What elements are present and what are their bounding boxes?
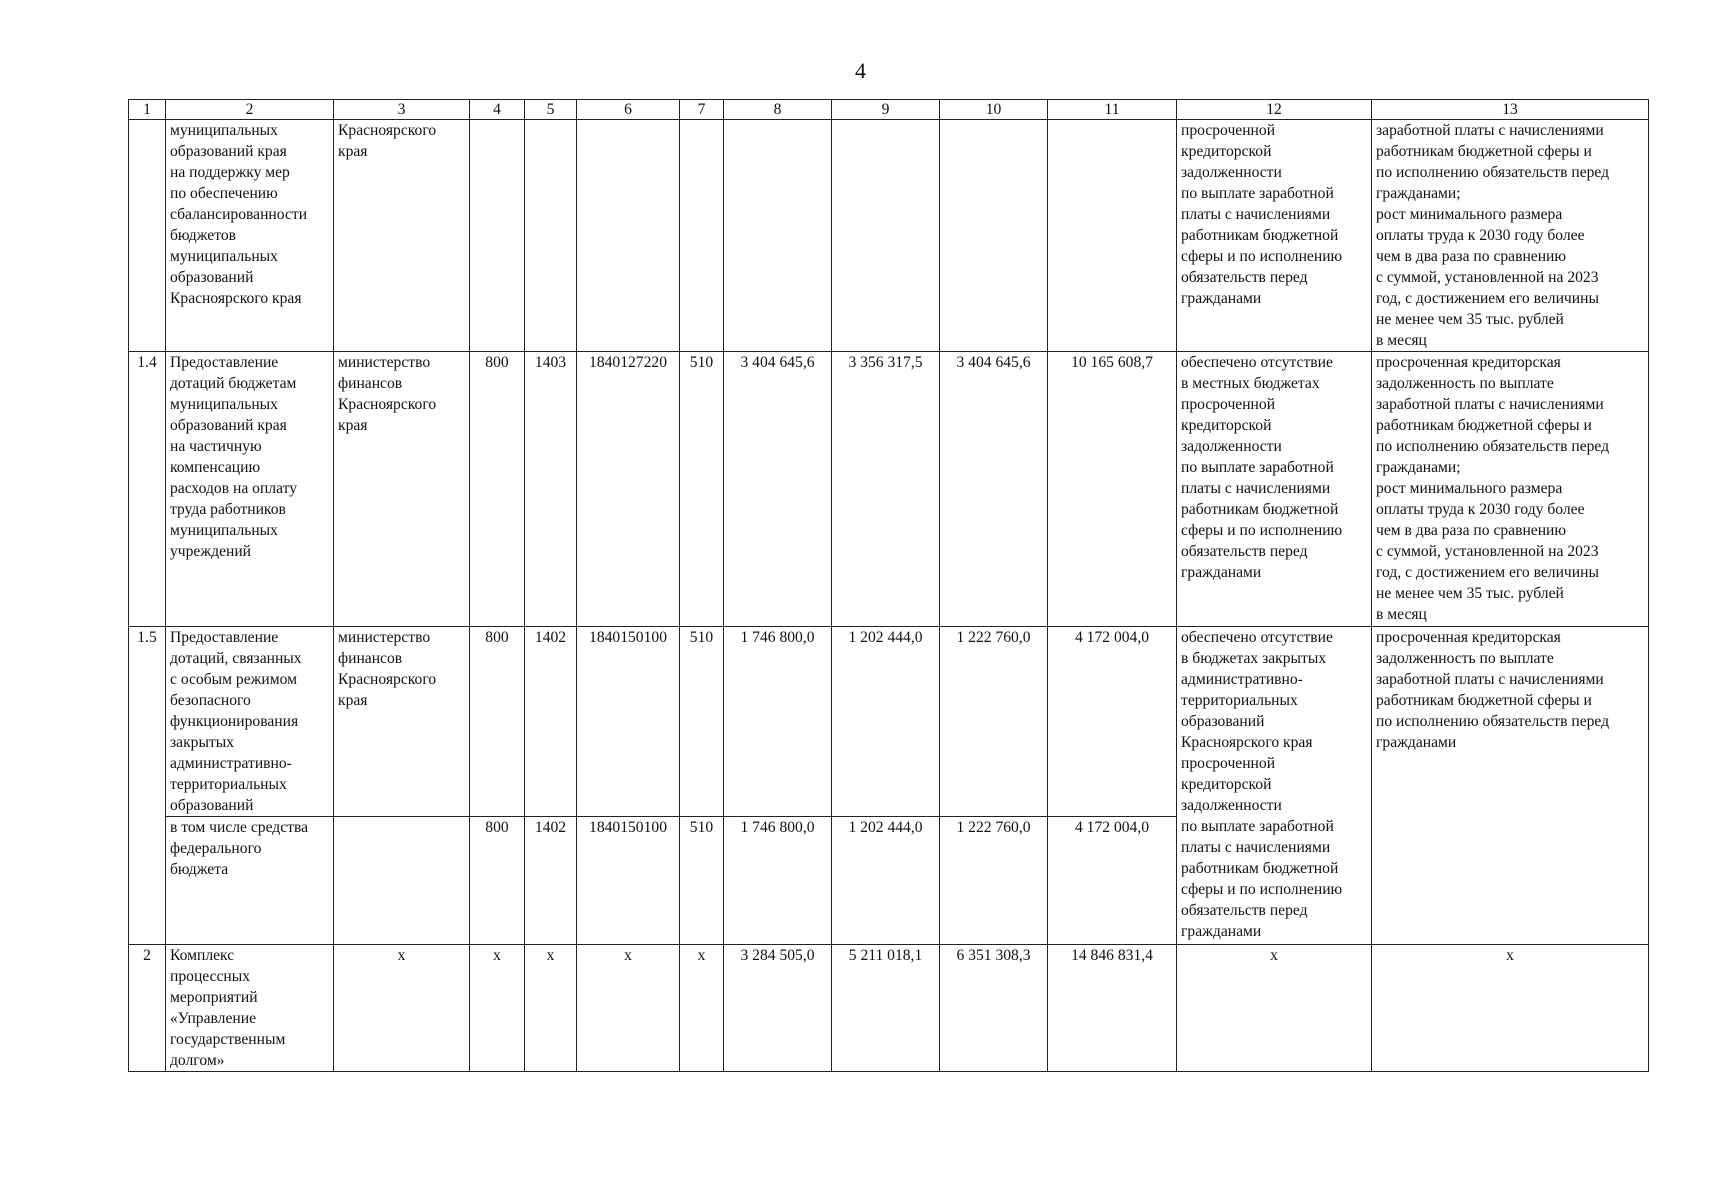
- grbs-code-cell: х: [470, 945, 525, 1072]
- expected-result-cell: х: [1177, 945, 1372, 1072]
- column-header: 3: [334, 100, 470, 120]
- executor-cell: Красноярского края: [334, 120, 470, 352]
- column-header: 6: [577, 100, 680, 120]
- page-number: 4: [855, 58, 866, 83]
- indicator-impact-cell: просроченная кредиторская задолженность по выплате заработной платы с начислениями работникам бюджетной сферы и по исполнению обязательств перед гражданами: [1372, 627, 1649, 945]
- amount-2026-cell: [940, 120, 1048, 352]
- amount-2026-cell: 1 222 760,0: [940, 627, 1048, 817]
- table-row-2: [129, 945, 1649, 1072]
- target-article-cell: 1840127220: [577, 352, 680, 627]
- column-header: 7: [680, 100, 724, 120]
- amount-2025-cell: [832, 120, 940, 352]
- event-name-cell: Комплекс процессных мероприятий «Управление государственным долгом»: [166, 945, 334, 1072]
- target-article-cell: 1840150100: [577, 817, 680, 945]
- amount-2026-cell: 6 351 308,3: [940, 945, 1048, 1072]
- column-header: 12: [1177, 100, 1372, 120]
- row-number-cell: 1.4: [129, 352, 166, 627]
- grbs-code-cell: 800: [470, 817, 525, 945]
- table-row-continuation: [129, 120, 1649, 352]
- amount-2025-cell: 1 202 444,0: [832, 817, 940, 945]
- grbs-code-cell: 800: [470, 627, 525, 817]
- amount-2024-cell: 3 404 645,6: [724, 352, 832, 627]
- executor-cell: [334, 817, 470, 945]
- amount-2024-cell: [724, 120, 832, 352]
- amount-total-cell: 10 165 608,7: [1048, 352, 1177, 627]
- expense-type-cell: 510: [680, 817, 724, 945]
- expense-type-cell: 510: [680, 627, 724, 817]
- indicator-impact-cell: х: [1372, 945, 1649, 1072]
- column-header: 9: [832, 100, 940, 120]
- event-name-cell: Предоставление дотаций, связанных с особым режимом безопасного функционирования закрытых административно- территориальных образований: [166, 627, 334, 817]
- amount-total-cell: [1048, 120, 1177, 352]
- event-name-cell: муниципальных образований края на поддержку мер по обеспечению сбалансированности бюджетов муниципальных образований Красноярского края: [166, 120, 334, 352]
- indicator-impact-cell: просроченная кредиторская задолженность по выплате заработной платы с начислениями работникам бюджетной сферы и по исполнению обязательств перед гражданами; рост минимального размера оплаты труда к 2030 году более чем в два раза по сравнению с суммой, установленной на 2023 год, с достижением его величины не менее чем 35 тыс. рублей в месяц: [1372, 352, 1649, 627]
- event-name-cell: в том числе средства федерального бюджета: [166, 817, 334, 945]
- amount-2026-cell: 1 222 760,0: [940, 817, 1048, 945]
- expense-type-cell: х: [680, 945, 724, 1072]
- amount-2025-cell: 1 202 444,0: [832, 627, 940, 817]
- expected-result-cell: просроченной кредиторской задолженности по выплате заработной платы с начислениями работникам бюджетной сферы и по исполнению обязательств перед гражданами: [1177, 120, 1372, 352]
- column-number-header-row: [129, 100, 1649, 120]
- amount-2025-cell: 5 211 018,1: [832, 945, 940, 1072]
- expected-result-cell: обеспечено отсутствие в местных бюджетах просроченной кредиторской задолженности по выплате заработной платы с начислениями работникам бюджетной сферы и по исполнению обязательств перед гражданами: [1177, 352, 1372, 627]
- expense-type-cell: [680, 120, 724, 352]
- column-header: 13: [1372, 100, 1649, 120]
- amount-2025-cell: 3 356 317,5: [832, 352, 940, 627]
- column-header: 1: [129, 100, 166, 120]
- expected-result-cell: обеспечено отсутствие в бюджетах закрытых административно- территориальных образований Красноярского края просроченной кредиторской задолженности по выплате заработной платы с начислениями работникам бюджетной сферы и по исполнению обязательств перед гражданами: [1177, 627, 1372, 945]
- column-header: 5: [525, 100, 577, 120]
- row-number-cell: [129, 120, 166, 352]
- amount-2024-cell: 3 284 505,0: [724, 945, 832, 1072]
- expense-type-cell: 510: [680, 352, 724, 627]
- amount-2026-cell: 3 404 645,6: [940, 352, 1048, 627]
- indicator-impact-cell: заработной платы с начислениями работникам бюджетной сферы и по исполнению обязательств перед гражданами; рост минимального размера оплаты труда к 2030 году более чем в два раза по сравнению с суммой, установленной на 2023 год, с достижением его величины не менее чем 35 тыс. рублей в месяц: [1372, 120, 1649, 352]
- amount-2024-cell: 1 746 800,0: [724, 627, 832, 817]
- executor-cell: министерство финансов Красноярского края: [334, 627, 470, 817]
- column-header: 8: [724, 100, 832, 120]
- amount-total-cell: 14 846 831,4: [1048, 945, 1177, 1072]
- table-row-1-4: [129, 352, 1649, 627]
- column-header: 11: [1048, 100, 1177, 120]
- target-article-cell: х: [577, 945, 680, 1072]
- table-row-1-5: [129, 627, 1649, 817]
- grbs-code-cell: [470, 120, 525, 352]
- row-number-cell: 1.5: [129, 627, 166, 945]
- target-article-cell: 1840150100: [577, 627, 680, 817]
- section-code-cell: 1402: [525, 817, 577, 945]
- budget-table: [128, 99, 1649, 1072]
- column-header: 2: [166, 100, 334, 120]
- section-code-cell: 1402: [525, 627, 577, 817]
- amount-2024-cell: 1 746 800,0: [724, 817, 832, 945]
- executor-cell: министерство финансов Красноярского края: [334, 352, 470, 627]
- section-code-cell: [525, 120, 577, 352]
- section-code-cell: х: [525, 945, 577, 1072]
- column-header: 10: [940, 100, 1048, 120]
- target-article-cell: [577, 120, 680, 352]
- event-name-cell: Предоставление дотаций бюджетам муниципальных образований края на частичную компенсацию расходов на оплату труда работников муниципальных учреждений: [166, 352, 334, 627]
- grbs-code-cell: 800: [470, 352, 525, 627]
- section-code-cell: 1403: [525, 352, 577, 627]
- amount-total-cell: 4 172 004,0: [1048, 817, 1177, 945]
- column-header: 4: [470, 100, 525, 120]
- amount-total-cell: 4 172 004,0: [1048, 627, 1177, 817]
- executor-cell: х: [334, 945, 470, 1072]
- row-number-cell: 2: [129, 945, 166, 1072]
